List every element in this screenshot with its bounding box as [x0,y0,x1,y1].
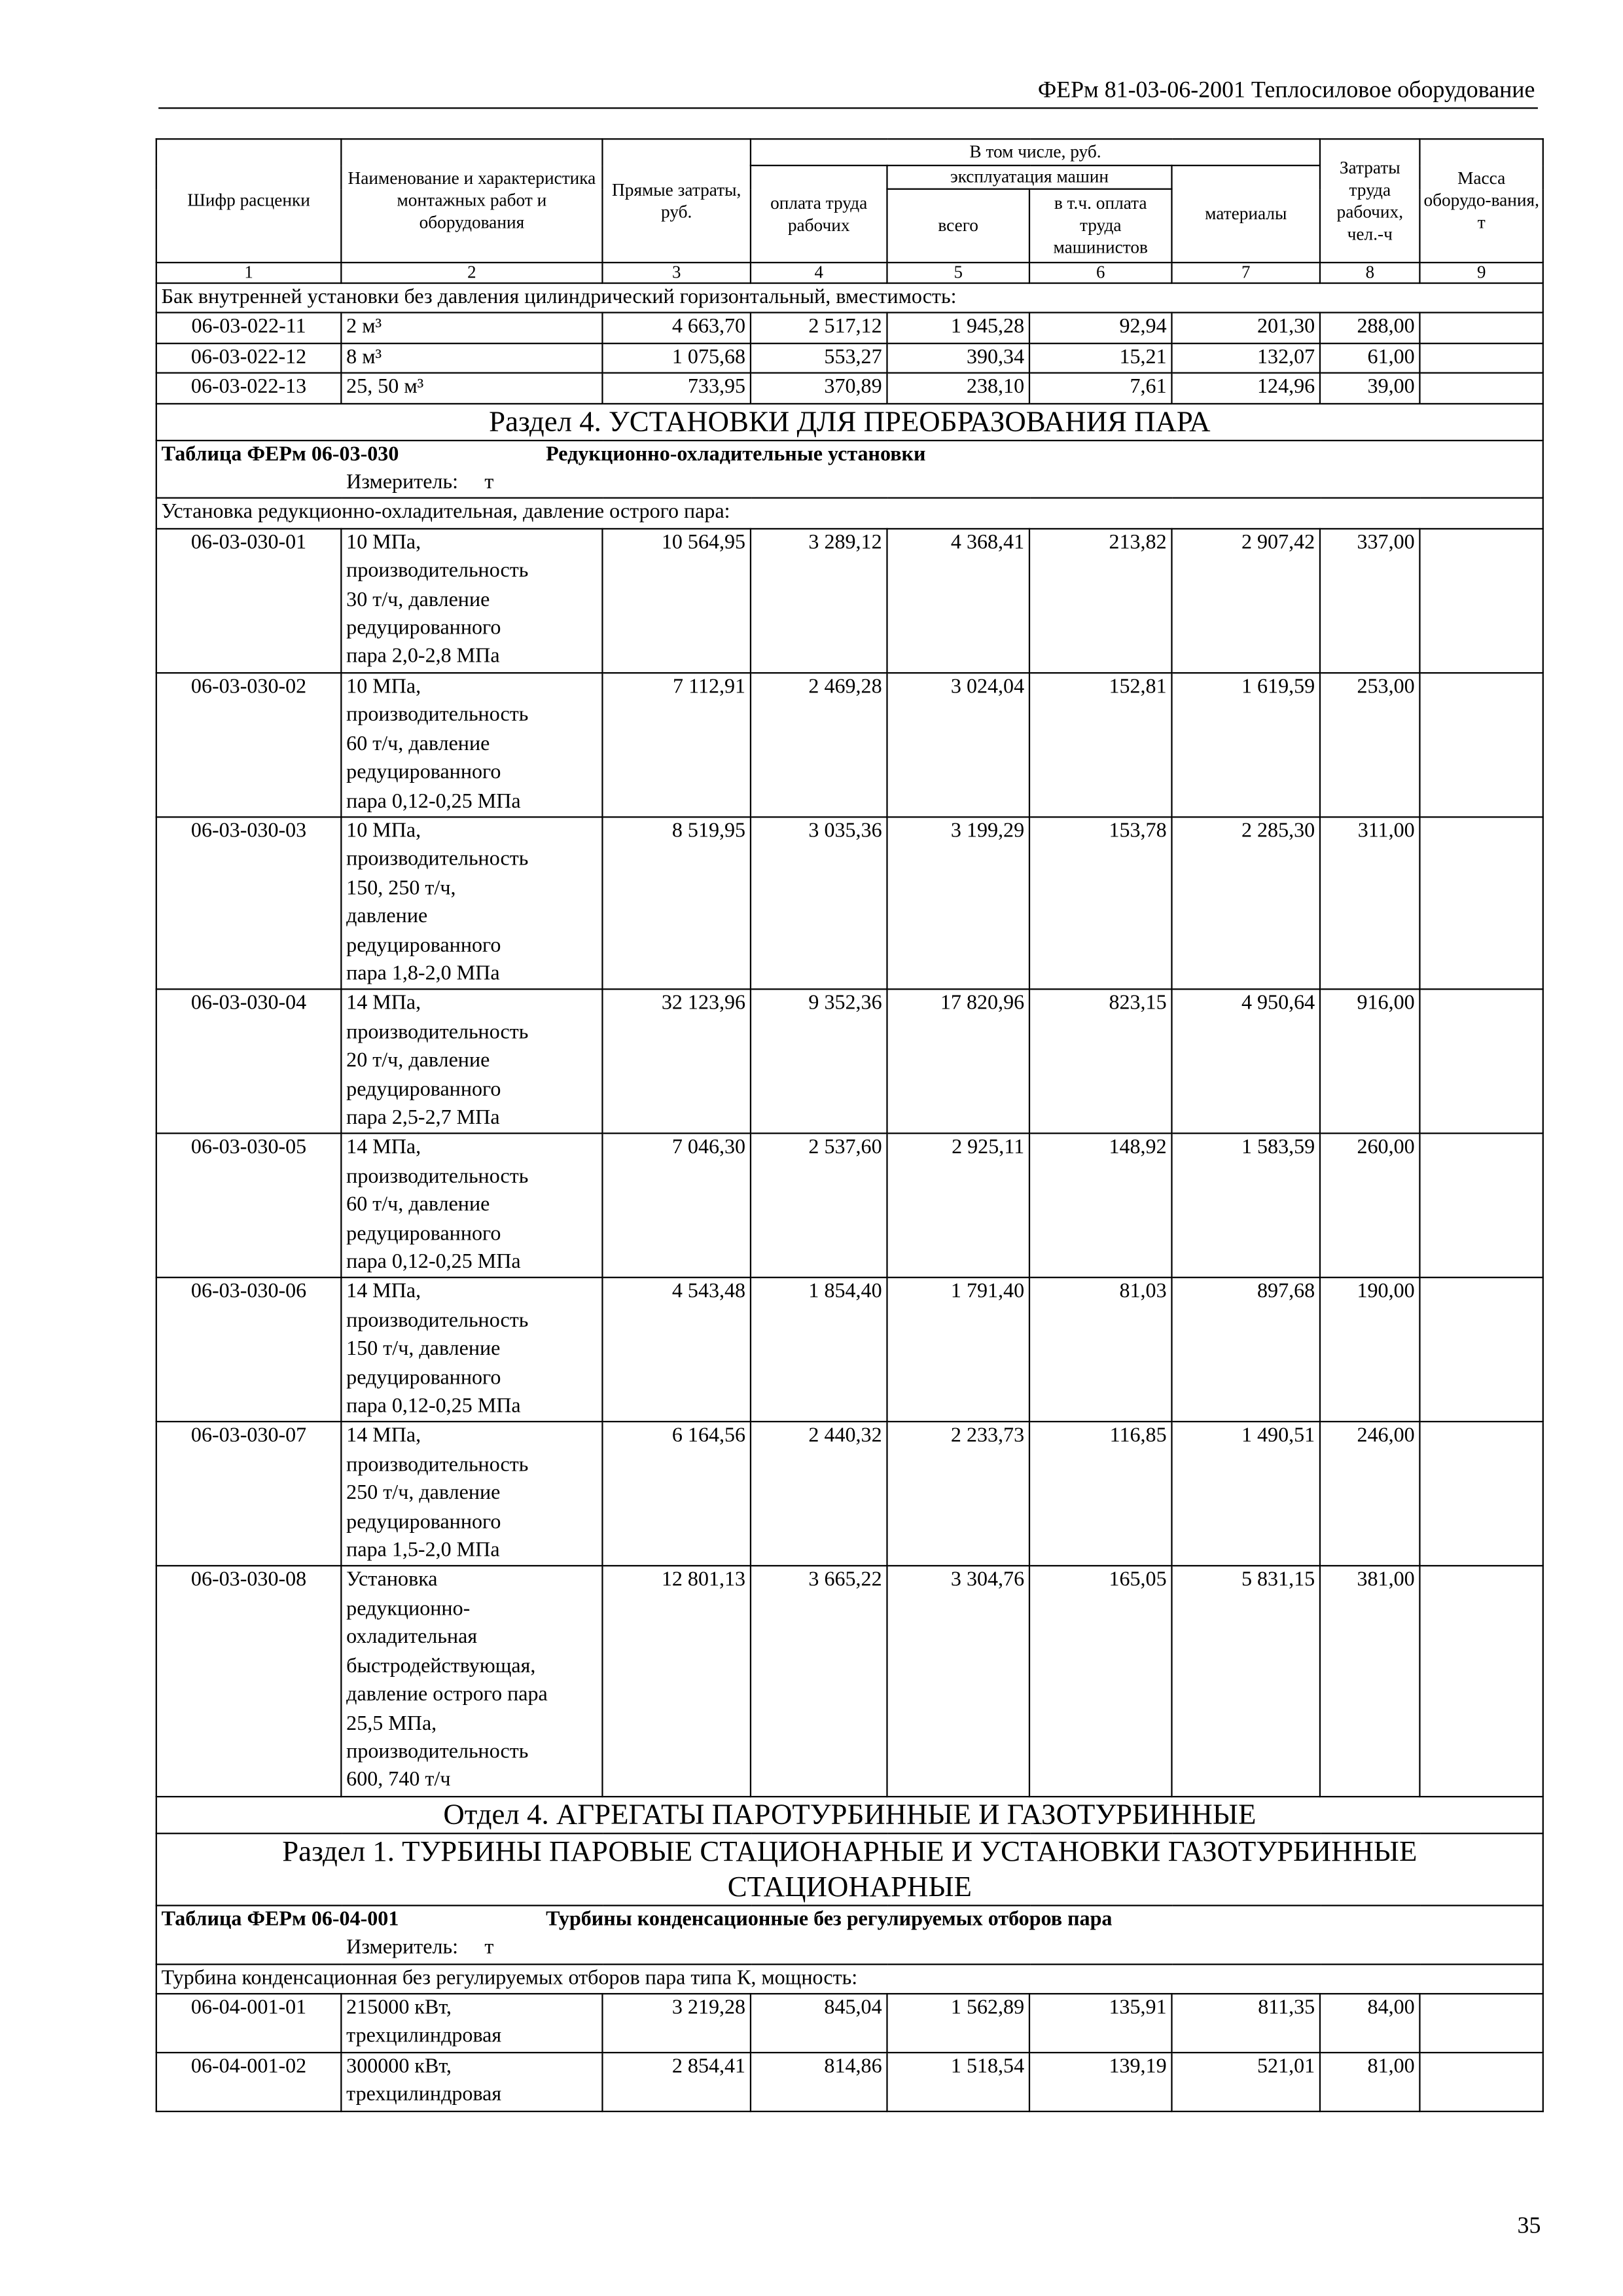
table-title: Турбины конденсационные без регулируемых отборов пара [546,1907,1113,1931]
work-description: 8 м³ [341,343,602,373]
section-title: Раздел 1. ТУРБИНЫ ПАРОВЫЕ СТАЦИОНАРНЫЕ И УСТАНОВКИ ГАЗОТУРБИННЫЕ СТАЦИОНАРНЫЕ [156,1833,1543,1905]
work-description [341,817,602,990]
work-description [341,529,602,673]
cell-labor: 1 854,40 [751,1278,887,1422]
table-heading-row [156,1905,1543,1964]
cell-materials: 124,96 [1171,373,1320,403]
cell-direct: 1 075,68 [602,343,750,373]
column-numbers-row [156,262,1543,283]
cell-mass [1420,1278,1543,1422]
description-line: 14 МПа, [346,1136,421,1160]
rate-code: 06-03-030-01 [156,529,342,673]
description-line: редуцированного [346,933,501,957]
measure-label: Измеритель: [346,471,459,495]
cell-labor: 2 440,32 [751,1422,887,1566]
cell-mach-labor: 213,82 [1029,529,1172,673]
description-line: 600, 740 т/ч [346,1768,451,1792]
description-line: производительность [346,1740,529,1764]
table-row [156,313,1543,343]
cell-mach-labor: 165,05 [1029,1566,1172,1796]
group-title-row [156,283,1543,314]
description-line: производительность [346,1164,529,1189]
cell-labor: 2 517,12 [751,313,887,343]
table-row [156,2053,1543,2111]
description-line: производительность [346,703,529,727]
cell-direct: 2 854,41 [602,2053,750,2111]
group-title-row [156,1964,1543,1994]
group-title: Установка редукционно-охладительная, давление острого пара: [156,499,1543,529]
cell-direct: 4 543,48 [602,1278,750,1422]
description-line: 20 т/ч, давление [346,1049,490,1073]
description-line: пара 2,0-2,8 МПа [346,645,500,669]
cell-materials: 1 619,59 [1171,673,1320,817]
cell-hours: 337,00 [1320,529,1419,673]
table-heading [156,1905,1543,1964]
cell-labor: 2 469,28 [751,673,887,817]
cell-mach: 2 925,11 [887,1134,1029,1278]
cell-hours: 246,00 [1320,1422,1419,1566]
cell-mach: 3 304,76 [887,1566,1029,1796]
cell-labor: 553,27 [751,343,887,373]
page-number: 35 [1517,2214,1541,2239]
cell-mass [1420,1566,1543,1796]
description-line: 25,5 МПа, [346,1711,437,1735]
rate-code: 06-03-022-11 [156,313,342,343]
description-line: редуцированного [346,1077,501,1102]
cell-mass [1420,529,1543,673]
description-line: 10 МПа, [346,530,421,554]
work-description [341,2053,602,2111]
description-line: пара 0,12-0,25 МПа [346,1250,521,1274]
cell-mass [1420,1422,1543,1566]
cell-mach: 390,34 [887,343,1029,373]
cell-hours: 84,00 [1320,1994,1419,2052]
description-line: редуцированного [346,1510,501,1534]
rate-code: 06-03-030-05 [156,1134,342,1278]
cell-mass [1420,313,1543,343]
description-line: трехцилиндровая [346,2083,502,2107]
column-number: 9 [1420,262,1543,283]
description-line: трехцилиндровая [346,2024,502,2049]
cell-mach: 1 562,89 [887,1994,1029,2052]
cell-mass [1420,2053,1543,2111]
section-title-row [156,1833,1543,1905]
table-row [156,673,1543,817]
table-id: Таблица ФЕРм 06-03-030 [161,442,399,466]
cell-mach-labor: 15,21 [1029,343,1172,373]
col-head-name: Наименование и характеристика монтажных работ и оборудования [341,139,602,262]
column-number: 5 [887,262,1029,283]
section-title-row [156,403,1543,440]
group-title-row [156,499,1543,529]
description-line: производительность [346,559,529,583]
cell-materials: 811,35 [1171,1994,1320,2052]
work-description [341,1134,602,1278]
measure-label: Измеритель: [346,1935,459,1960]
description-line: 14 МПа, [346,1280,421,1304]
cell-materials: 2 907,42 [1171,529,1320,673]
cell-mass [1420,343,1543,373]
cell-labor: 845,04 [751,1994,887,2052]
table-header [156,139,1543,283]
column-number: 7 [1171,262,1320,283]
table-row [156,1134,1543,1278]
rate-code: 06-04-001-01 [156,1994,342,2052]
description-line: редуцированного [346,616,501,640]
col-head-direct: Прямые затраты, руб. [602,139,750,262]
description-line: давление [346,905,428,929]
table-row [156,1278,1543,1422]
running-header: ФЕРм 81-03-06-2001 Теплосиловое оборудование [1037,78,1535,103]
cell-mach-labor: 135,91 [1029,1994,1172,2052]
description-line: 10 МПа, [346,675,421,699]
description-line: пара 0,12-0,25 МПа [346,789,521,813]
description-line: 60 т/ч, давление [346,732,490,756]
description-line: 14 МПа, [346,1424,421,1448]
cell-mach-labor: 81,03 [1029,1278,1172,1422]
cell-mach-labor: 139,19 [1029,2053,1172,2111]
col-head-mach-total: всего [887,189,1029,262]
cell-hours: 61,00 [1320,343,1419,373]
description-line: 250 т/ч, давление [346,1481,501,1505]
description-line: быстродействующая, [346,1654,536,1678]
description-line: 60 т/ч, давление [346,1193,490,1217]
cell-hours: 311,00 [1320,817,1419,990]
work-description: 25, 50 м³ [341,373,602,403]
rate-code: 06-03-030-08 [156,1566,342,1796]
table-row [156,1994,1543,2052]
cell-hours: 190,00 [1320,1278,1419,1422]
measure-line [162,469,1538,498]
department-title-row [156,1796,1543,1833]
header-rule [158,107,1538,109]
col-head-code: Шифр расценки [156,139,342,262]
cell-materials: 5 831,15 [1171,1566,1320,1796]
group-title: Бак внутренней установки без давления цилиндрический горизонтальный, вместимость: [156,283,1543,314]
rate-code: 06-03-030-04 [156,990,342,1134]
description-line: 10 МПа, [346,819,421,843]
cell-mach: 2 233,73 [887,1422,1029,1566]
cell-materials: 521,01 [1171,2053,1320,2111]
col-head-hours: Затраты труда рабочих, чел.-ч [1320,139,1419,262]
cell-mach-labor: 152,81 [1029,673,1172,817]
description-line: пара 2,5-2,7 МПа [346,1105,500,1130]
cell-mach: 1 945,28 [887,313,1029,343]
rate-code: 06-03-030-02 [156,673,342,817]
table-title: Редукционно-охладительные установки [546,442,926,466]
cell-mass [1420,1994,1543,2052]
department-title: Отдел 4. АГРЕГАТЫ ПАРОТУРБИННЫЕ И ГАЗОТУРБИННЫЕ [156,1796,1543,1833]
description-line: 150 т/ч, давление [346,1337,501,1361]
cell-hours: 81,00 [1320,2053,1419,2111]
cell-mach: 3 199,29 [887,817,1029,990]
cell-labor: 370,89 [751,373,887,403]
section-title: Раздел 4. УСТАНОВКИ ДЛЯ ПРЕОБРАЗОВАНИЯ ПАРА [156,403,1543,440]
cell-direct: 32 123,96 [602,990,750,1134]
cell-labor: 9 352,36 [751,990,887,1134]
cell-hours: 260,00 [1320,1134,1419,1278]
col-head-labor: оплата труда рабочих [751,166,887,262]
column-number: 4 [751,262,887,283]
description-line: 300000 кВт, [346,2054,452,2078]
description-line: производительность [346,848,529,872]
measure-line [162,1934,1538,1963]
description-line: Установка [346,1568,438,1592]
col-head-materials: материалы [1171,166,1320,262]
work-description [341,990,602,1134]
cell-direct: 4 663,70 [602,313,750,343]
cell-mach-labor: 92,94 [1029,313,1172,343]
cell-mach: 238,10 [887,373,1029,403]
cell-materials: 897,68 [1171,1278,1320,1422]
table-id: Таблица ФЕРм 06-04-001 [161,1907,399,1931]
cell-materials: 201,30 [1171,313,1320,343]
col-head-machines: эксплуатация машин [887,166,1171,189]
cell-direct: 6 164,56 [602,1422,750,1566]
cell-hours: 916,00 [1320,990,1419,1134]
column-number: 1 [156,262,342,283]
cell-materials: 1 583,59 [1171,1134,1320,1278]
description-line: 215000 кВт, [346,1996,452,2020]
col-head-mach-labor: в т.ч. оплата труда машинистов [1029,189,1172,262]
work-description [341,673,602,817]
table-row [156,817,1543,990]
cell-mass [1420,373,1543,403]
cell-direct: 733,95 [602,373,750,403]
column-number: 8 [1320,262,1419,283]
cell-materials: 1 490,51 [1171,1422,1320,1566]
column-number: 6 [1029,262,1172,283]
description-line: производительность [346,1308,529,1333]
description-line: 30 т/ч, давление [346,588,490,612]
cell-labor: 3 289,12 [751,529,887,673]
work-description [341,1422,602,1566]
cell-mach: 4 368,41 [887,529,1029,673]
table-body [156,283,1543,2111]
cell-direct: 8 519,95 [602,817,750,990]
table-row [156,373,1543,403]
table-row [156,529,1543,673]
cell-mach: 3 024,04 [887,673,1029,817]
rate-code: 06-03-030-03 [156,817,342,990]
work-description [341,1994,602,2052]
group-title: Турбина конденсационная без регулируемых отборов пара типа К, мощность: [156,1964,1543,1994]
cell-hours: 253,00 [1320,673,1419,817]
col-head-mass: Масса оборудо-вания, т [1420,139,1543,262]
description-line: давление острого пара [346,1683,548,1707]
work-description [341,1566,602,1796]
price-table [156,138,1544,2111]
col-head-group: В том числе, руб. [751,139,1320,165]
cell-labor: 3 035,36 [751,817,887,990]
cell-mass [1420,817,1543,990]
cell-direct: 12 801,13 [602,1566,750,1796]
cell-labor: 3 665,22 [751,1566,887,1796]
table-heading-row [156,440,1543,498]
table-row [156,343,1543,373]
cell-mach: 1 791,40 [887,1278,1029,1422]
description-line: редуцированного [346,1221,501,1246]
cell-mach: 1 518,54 [887,2053,1029,2111]
table-row [156,1422,1543,1566]
description-line: производительность [346,1452,529,1477]
rate-code: 06-03-022-13 [156,373,342,403]
rate-code: 06-04-001-02 [156,2053,342,2111]
description-line: пара 1,8-2,0 МПа [346,961,500,986]
cell-direct: 3 219,28 [602,1994,750,2052]
cell-mass [1420,673,1543,817]
cell-direct: 7 046,30 [602,1134,750,1278]
description-line: редуцированного [346,1365,501,1390]
cell-mass [1420,990,1543,1134]
description-line: редукционно- [346,1597,471,1621]
cell-hours: 39,00 [1320,373,1419,403]
cell-mach-labor: 153,78 [1029,817,1172,990]
table-heading [156,440,1543,498]
rate-code: 06-03-030-07 [156,1422,342,1566]
description-line: пара 1,5-2,0 МПа [346,1538,500,1562]
cell-materials: 132,07 [1171,343,1320,373]
work-description: 2 м³ [341,313,602,343]
description-line: 14 МПа, [346,992,421,1016]
cell-labor: 2 537,60 [751,1134,887,1278]
measure-unit: т [484,1935,494,1960]
cell-labor: 814,86 [751,2053,887,2111]
cell-mach-labor: 823,15 [1029,990,1172,1134]
cell-materials: 4 950,64 [1171,990,1320,1134]
cell-mach-labor: 148,92 [1029,1134,1172,1278]
cell-direct: 7 112,91 [602,673,750,817]
description-line: редуцированного [346,761,501,785]
description-line: пара 0,12-0,25 МПа [346,1394,521,1418]
work-description [341,1278,602,1422]
description-line: производительность [346,1020,529,1045]
rate-code: 06-03-030-06 [156,1278,342,1422]
cell-materials: 2 285,30 [1171,817,1320,990]
description-line: 150, 250 т/ч, [346,876,456,900]
cell-direct: 10 564,95 [602,529,750,673]
column-number: 3 [602,262,750,283]
cell-mass [1420,1134,1543,1278]
table-row [156,1566,1543,1796]
rate-code: 06-03-022-12 [156,343,342,373]
cell-mach-labor: 116,85 [1029,1422,1172,1566]
cell-mach: 17 820,96 [887,990,1029,1134]
description-line: охладительная [346,1625,478,1649]
cell-hours: 381,00 [1320,1566,1419,1796]
cell-mach-labor: 7,61 [1029,373,1172,403]
column-number: 2 [341,262,602,283]
cell-hours: 288,00 [1320,313,1419,343]
table-row [156,990,1543,1134]
measure-unit: т [484,471,494,495]
